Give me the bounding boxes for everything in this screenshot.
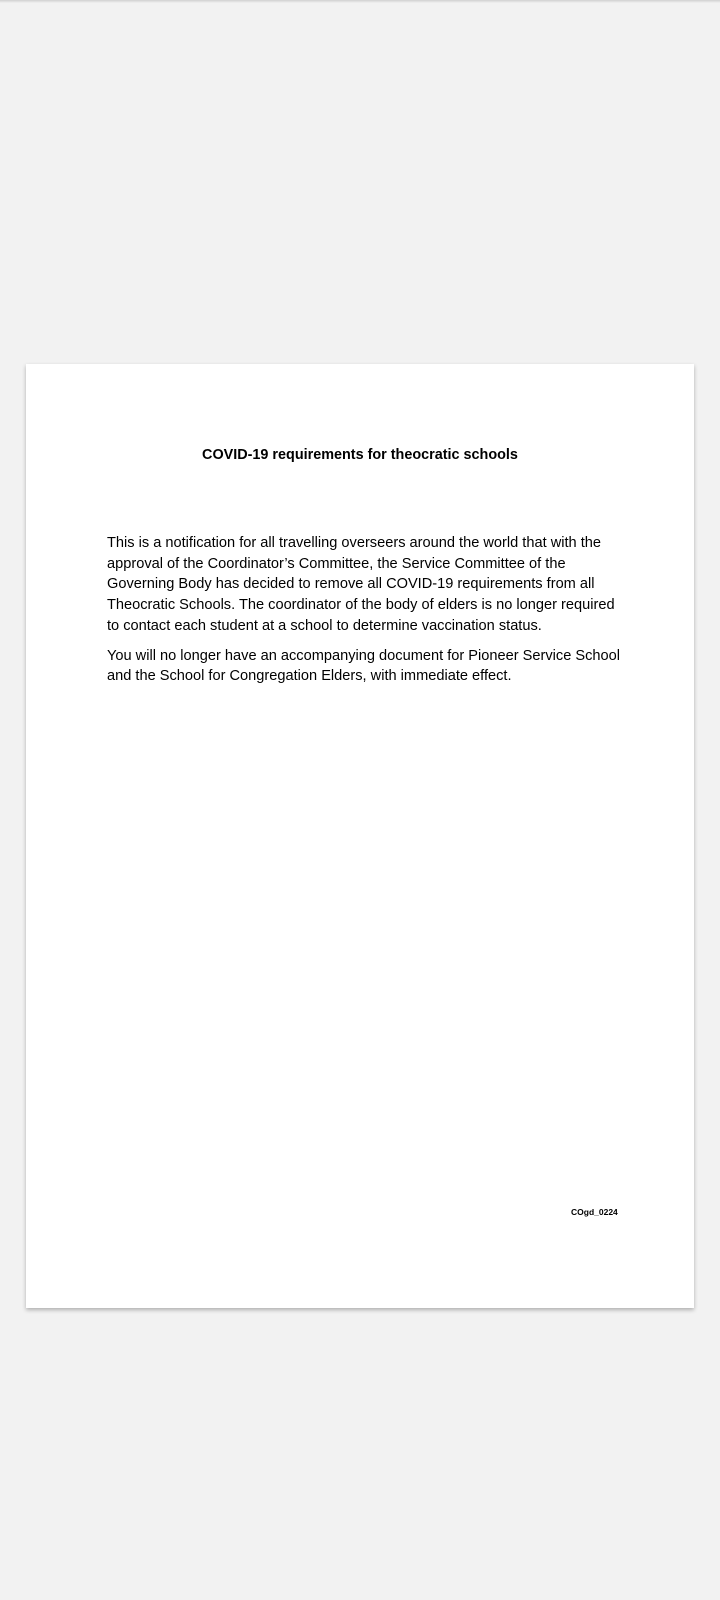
document-page xyxy=(26,364,694,1308)
document-title: COVID-19 requirements for theocratic schools xyxy=(202,447,518,463)
document-body xyxy=(107,533,627,696)
paragraph-notification: This is a notification for all travelling overseers around the world that with the approval of the Coordinator’s Committee, the Service Committee of the Governing Body has decided to remove all COVID-19 requirements from all Theocratic Schools. The coordinator of the body of elders is no longer required to contact each student at a school to determine vaccination status. xyxy=(107,535,615,634)
paragraph-accompanying-document: You will no longer have an accompanying document for Pioneer Service School and the School for Congregation Elders, with immediate effect. xyxy=(107,647,620,685)
document-code: COgd_0224 xyxy=(571,1207,618,1217)
toolbar-shadow xyxy=(0,0,720,3)
